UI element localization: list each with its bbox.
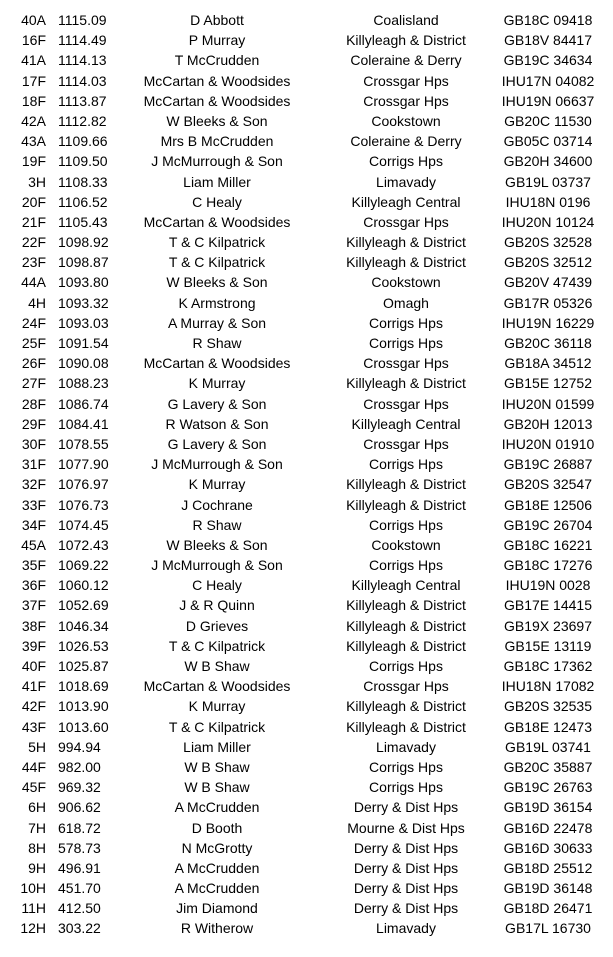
table-row: [0, 50, 613, 70]
position-cell: 9H: [28, 859, 46, 876]
ring-number-cell: GB20S 32528: [504, 234, 592, 251]
ring-number-cell: GB19C 26887: [503, 456, 593, 473]
club-cell: Corrigs Hps: [369, 758, 443, 775]
position-cell: 43A: [21, 133, 46, 150]
club-cell: Limavady: [376, 173, 436, 190]
ring-number-cell: GB18C 17362: [503, 658, 593, 674]
ring-number-cell: GB19X 23697: [504, 617, 592, 634]
club-cell: Killyleagh & District: [346, 496, 466, 513]
position-cell: 35F: [21, 557, 46, 574]
table-row: [0, 918, 613, 938]
position-cell: 3H: [28, 173, 46, 190]
ring-number-cell: GB19D 36154: [503, 799, 593, 816]
position-cell: 38F: [21, 617, 46, 634]
ring-number-cell: GB19L 03741: [505, 738, 591, 755]
position-cell: 26F: [21, 355, 46, 372]
position-cell: 19F: [21, 153, 46, 170]
ring-number-cell: GB18D 26471: [503, 900, 593, 917]
ring-number-cell: IHU17N 04082: [501, 72, 595, 89]
position-cell: 4H: [28, 294, 46, 311]
table-row: [0, 252, 613, 272]
position-cell: 39F: [21, 637, 46, 654]
club-cell: Corrigs Hps: [369, 153, 443, 170]
ring-number-cell: IHU20N 01599: [501, 395, 595, 412]
ring-number-cell: GB19C 26763: [503, 779, 593, 796]
ring-number-cell: GB05C 03714: [503, 133, 593, 150]
club-cell: Killyleagh & District: [346, 234, 466, 251]
ring-number-cell: GB16D 22478: [503, 819, 593, 836]
position-cell: 7H: [28, 819, 46, 836]
velocity-cell: 1091.54: [58, 335, 109, 351]
owner-cell: K Murray: [188, 698, 246, 715]
velocity-cell: 1086.74: [58, 395, 109, 412]
club-cell: Derry & Dist Hps: [353, 799, 459, 816]
owner-cell: T & C Kilpatrick: [168, 234, 266, 251]
club-cell: Coalisland: [373, 12, 439, 28]
position-cell: 23F: [21, 254, 46, 271]
table-row: [0, 797, 613, 817]
owner-cell: W Bleeks & Son: [166, 536, 268, 553]
owner-cell: C Healy: [192, 577, 242, 594]
velocity-cell: 1013.90: [58, 698, 109, 715]
owner-cell: McCartan & Woodsides: [143, 92, 291, 109]
ring-number-cell: GB20S 32535: [504, 698, 592, 715]
table-row: [0, 131, 613, 151]
owner-cell: McCartan & Woodsides: [143, 355, 291, 372]
velocity-cell: 1112.82: [58, 112, 107, 129]
position-cell: 37F: [21, 597, 46, 614]
owner-cell: W B Shaw: [184, 658, 250, 674]
position-cell: 33F: [21, 496, 46, 513]
velocity-cell: 1093.80: [58, 274, 109, 291]
ring-number-cell: GB18D 25512: [503, 859, 593, 876]
club-cell: Cookstown: [371, 274, 441, 291]
ring-number-cell: GB17R 05326: [503, 294, 593, 311]
table-row: [0, 414, 613, 434]
position-cell: 17F: [21, 72, 46, 89]
velocity-cell: 1090.08: [58, 355, 109, 372]
club-cell: Corrigs Hps: [369, 516, 443, 533]
velocity-cell: 1013.60: [58, 718, 109, 735]
ring-number-cell: GB18E 12506: [504, 496, 592, 513]
velocity-cell: 1106.52: [58, 193, 108, 210]
table-row: [0, 192, 613, 212]
table-row: [0, 151, 613, 171]
position-cell: 44A: [21, 274, 46, 291]
ring-number-cell: IHU20N 01910: [501, 435, 595, 452]
table-row: [0, 676, 613, 696]
position-cell: 31F: [21, 456, 46, 473]
owner-cell: Liam Miller: [183, 173, 251, 190]
table-row: [0, 71, 613, 91]
club-cell: Killyleagh & District: [346, 597, 466, 614]
ring-number-cell: GB20C 36118: [504, 335, 592, 351]
owner-cell: W B Shaw: [184, 779, 250, 796]
ring-number-cell: GB20S 32547: [504, 476, 592, 493]
velocity-cell: 1046.34: [58, 617, 109, 634]
owner-cell: T McCrudden: [174, 52, 260, 69]
owner-cell: J & R Quinn: [179, 597, 255, 614]
table-row: [0, 495, 613, 515]
velocity-cell: 578.73: [58, 839, 101, 856]
ring-number-cell: GB20H 12013: [503, 415, 593, 432]
owner-cell: K Murray: [188, 375, 246, 392]
table-row: [0, 30, 613, 50]
ring-number-cell: GB19L 03737: [505, 173, 591, 190]
club-cell: Derry & Dist Hps: [353, 839, 459, 856]
owner-cell: R Witherow: [180, 920, 254, 937]
velocity-cell: 969.32: [58, 779, 101, 796]
velocity-cell: 1018.69: [58, 678, 109, 695]
position-cell: 30F: [21, 435, 46, 452]
club-cell: Crossgar Hps: [363, 72, 449, 89]
ring-number-cell: GB18C 16221: [503, 536, 593, 553]
owner-cell: T & C Kilpatrick: [168, 718, 266, 735]
table-row: [0, 616, 613, 636]
owner-cell: K Armstrong: [178, 294, 256, 311]
velocity-cell: 1098.92: [58, 234, 109, 251]
club-cell: Cookstown: [371, 112, 441, 129]
club-cell: Limavady: [376, 738, 436, 755]
club-cell: Derry & Dist Hps: [353, 880, 459, 897]
table-row: [0, 91, 613, 111]
velocity-cell: 1078.55: [58, 435, 109, 452]
owner-cell: C Healy: [192, 193, 242, 210]
velocity-cell: 1069.22: [58, 557, 109, 574]
position-cell: 11H: [21, 900, 46, 917]
ring-number-cell: IHU18N 0196: [505, 193, 591, 210]
club-cell: Corrigs Hps: [369, 779, 443, 796]
club-cell: Killyleagh & District: [346, 32, 466, 49]
club-cell: Corrigs Hps: [369, 335, 443, 351]
table-row: [0, 696, 613, 716]
owner-cell: A Murray & Son: [167, 314, 267, 331]
velocity-cell: 1074.45: [58, 516, 109, 533]
table-row: [0, 474, 613, 494]
table-row: [0, 898, 613, 918]
position-cell: 40F: [21, 658, 46, 674]
position-cell: 41F: [21, 678, 46, 695]
owner-cell: T & C Kilpatrick: [168, 637, 266, 654]
velocity-cell: 1114.13: [58, 52, 107, 69]
club-cell: Killyleagh & District: [346, 476, 466, 493]
club-cell: Coleraine & Derry: [350, 133, 462, 150]
ring-number-cell: GB18C 17276: [503, 557, 593, 574]
club-cell: Crossgar Hps: [363, 678, 449, 695]
owner-cell: P Murray: [188, 32, 246, 49]
ring-number-cell: GB19D 36148: [503, 880, 593, 897]
owner-cell: J McMurrough & Son: [151, 557, 283, 574]
owner-cell: G Lavery & Son: [167, 435, 267, 452]
position-cell: 34F: [21, 516, 46, 533]
position-cell: 44F: [21, 758, 46, 775]
table-row: [0, 434, 613, 454]
velocity-cell: 1114.49: [58, 32, 107, 49]
position-cell: 6H: [28, 799, 46, 816]
velocity-cell: 1093.03: [58, 314, 109, 331]
owner-cell: McCartan & Woodsides: [143, 72, 291, 89]
owner-cell: J McMurrough & Son: [151, 153, 283, 170]
club-cell: Crossgar Hps: [363, 435, 449, 452]
club-cell: Derry & Dist Hps: [353, 859, 459, 876]
owner-cell: D Abbott: [190, 12, 244, 28]
ring-number-cell: GB20S 32512: [504, 254, 592, 271]
velocity-cell: 1076.73: [58, 496, 109, 513]
table-row: [0, 293, 613, 313]
owner-cell: T & C Kilpatrick: [168, 254, 266, 271]
table-row: [0, 272, 613, 292]
position-cell: 43F: [21, 718, 46, 735]
velocity-cell: 1109.66: [58, 133, 108, 150]
velocity-cell: 906.62: [58, 799, 101, 816]
table-row: [0, 838, 613, 858]
club-cell: Crossgar Hps: [363, 213, 449, 230]
position-cell: 21F: [21, 213, 46, 230]
ring-number-cell: GB19C 34634: [503, 52, 593, 69]
velocity-cell: 1060.12: [58, 577, 109, 594]
owner-cell: Liam Miller: [183, 738, 251, 755]
club-cell: Cookstown: [371, 536, 441, 553]
ring-number-cell: GB18C 09418: [503, 12, 593, 28]
ring-number-cell: GB15E 13119: [504, 637, 592, 654]
velocity-cell: 1109.50: [58, 153, 108, 170]
owner-cell: K Murray: [188, 476, 246, 493]
table-row: [0, 333, 613, 353]
club-cell: Killyleagh & District: [346, 718, 466, 735]
owner-cell: W B Shaw: [184, 758, 250, 775]
ring-number-cell: IHU20N 10124: [501, 213, 595, 230]
table-row: [0, 757, 613, 777]
table-row: [0, 313, 613, 333]
club-cell: Killyleagh Central: [351, 577, 461, 594]
ring-number-cell: IHU18N 17082: [501, 678, 595, 695]
club-cell: Killyleagh & District: [346, 254, 466, 271]
club-cell: Limavady: [376, 920, 436, 937]
owner-cell: N McGrotty: [181, 839, 253, 856]
position-cell: 42F: [21, 698, 46, 715]
owner-cell: McCartan & Woodsides: [143, 678, 291, 695]
ring-number-cell: GB15E 12752: [504, 375, 592, 392]
table-row: [0, 353, 613, 373]
owner-cell: G Lavery & Son: [167, 395, 267, 412]
table-row: [0, 232, 613, 252]
club-cell: Killyleagh & District: [346, 698, 466, 715]
table-row: [0, 717, 613, 737]
owner-cell: A McCrudden: [174, 859, 260, 876]
ring-number-cell: GB20C 35887: [503, 758, 593, 775]
owner-cell: J Cochrane: [181, 496, 253, 513]
ring-number-cell: GB19C 26704: [503, 516, 593, 533]
velocity-cell: 1098.87: [58, 254, 109, 271]
velocity-cell: 1093.32: [58, 294, 109, 311]
ring-number-cell: IHU19N 06637: [501, 92, 595, 109]
velocity-cell: 1105.43: [58, 213, 108, 230]
club-cell: Omagh: [383, 294, 429, 311]
owner-cell: McCartan & Woodsides: [143, 213, 291, 230]
table-row: [0, 172, 613, 192]
velocity-cell: 451.70: [58, 880, 101, 897]
velocity-cell: 1114.03: [58, 72, 107, 89]
table-row: [0, 858, 613, 878]
position-cell: 8H: [28, 839, 46, 856]
ring-number-cell: GB20H 34600: [503, 153, 593, 170]
table-row: [0, 636, 613, 656]
position-cell: 45A: [21, 536, 46, 553]
owner-cell: W Bleeks & Son: [166, 274, 268, 291]
club-cell: Killyleagh Central: [351, 193, 461, 210]
velocity-cell: 1108.33: [58, 173, 108, 190]
velocity-cell: 1076.97: [58, 476, 109, 493]
club-cell: Mourne & Dist Hps: [347, 819, 465, 836]
position-cell: 24F: [21, 314, 46, 331]
owner-cell: R Shaw: [192, 516, 242, 533]
position-cell: 41A: [21, 52, 46, 69]
ring-number-cell: IHU19N 0028: [505, 577, 591, 594]
velocity-cell: 982.00: [58, 758, 101, 775]
club-cell: Crossgar Hps: [363, 355, 449, 372]
velocity-cell: 1084.41: [58, 415, 109, 432]
owner-cell: R Shaw: [192, 335, 242, 351]
table-row: [0, 454, 613, 474]
table-row: [0, 575, 613, 595]
velocity-cell: 1025.87: [58, 658, 109, 674]
table-row: [0, 373, 613, 393]
owner-cell: D Grieves: [185, 617, 249, 634]
position-cell: 20F: [21, 193, 46, 210]
table-row: [0, 111, 613, 131]
club-cell: Corrigs Hps: [369, 456, 443, 473]
table-row: [0, 394, 613, 414]
position-cell: 12H: [20, 920, 46, 937]
position-cell: 16F: [21, 32, 46, 49]
owner-cell: Mrs B McCrudden: [160, 133, 274, 150]
position-cell: 29F: [21, 415, 46, 432]
club-cell: Derry & Dist Hps: [353, 900, 459, 917]
club-cell: Killyleagh & District: [346, 375, 466, 392]
velocity-cell: 303.22: [58, 920, 101, 937]
owner-cell: Jim Diamond: [176, 900, 258, 917]
position-cell: 18F: [21, 92, 46, 109]
position-cell: 27F: [21, 375, 46, 392]
club-cell: Killyleagh & District: [346, 637, 466, 654]
position-cell: 40A: [21, 12, 46, 28]
table-row: [0, 818, 613, 838]
owner-cell: D Booth: [191, 819, 243, 836]
club-cell: Coleraine & Derry: [350, 52, 462, 69]
position-cell: 22F: [21, 234, 46, 251]
ring-number-cell: GB20C 11530: [504, 112, 592, 129]
club-cell: Corrigs Hps: [369, 557, 443, 574]
velocity-cell: 412.50: [58, 900, 101, 917]
ring-number-cell: IHU19N 16229: [501, 314, 595, 331]
velocity-cell: 994.94: [58, 738, 101, 755]
position-cell: 28F: [21, 395, 46, 412]
club-cell: Crossgar Hps: [363, 92, 449, 109]
position-cell: 45F: [21, 779, 46, 796]
velocity-cell: 1088.23: [58, 375, 109, 392]
ring-number-cell: GB16D 30633: [503, 839, 593, 856]
velocity-cell: 496.91: [58, 859, 101, 876]
velocity-cell: 1072.43: [58, 536, 109, 553]
club-cell: Killyleagh Central: [351, 415, 461, 432]
club-cell: Crossgar Hps: [363, 395, 449, 412]
table-row: [0, 777, 613, 797]
table-row: [0, 656, 613, 676]
owner-cell: R Watson & Son: [165, 415, 269, 432]
ring-number-cell: GB17E 14415: [504, 597, 592, 614]
ring-number-cell: GB18V 84417: [504, 32, 592, 49]
ring-number-cell: GB17L 16730: [505, 920, 591, 937]
velocity-cell: 1052.69: [58, 597, 109, 614]
velocity-cell: 1115.09: [58, 12, 107, 28]
position-cell: 10H: [20, 880, 46, 897]
position-cell: 32F: [21, 476, 46, 493]
position-cell: 25F: [21, 335, 46, 351]
ring-number-cell: GB20V 47439: [504, 274, 592, 291]
table-row: [0, 595, 613, 615]
table-row: [0, 737, 613, 757]
table-row: [0, 10, 613, 30]
table-row: [0, 515, 613, 535]
owner-cell: A McCrudden: [174, 799, 260, 816]
velocity-cell: 1077.90: [58, 456, 109, 473]
ring-number-cell: GB18A 34512: [504, 355, 592, 372]
owner-cell: J McMurrough & Son: [151, 456, 283, 473]
position-cell: 42A: [21, 112, 46, 129]
club-cell: Killyleagh & District: [346, 617, 466, 634]
owner-cell: A McCrudden: [174, 880, 260, 897]
club-cell: Corrigs Hps: [369, 314, 443, 331]
table-row: [0, 212, 613, 232]
velocity-cell: 1026.53: [58, 637, 109, 654]
table-row: [0, 555, 613, 575]
position-cell: 5H: [28, 738, 46, 755]
table-row: [0, 535, 613, 555]
velocity-cell: 618.72: [58, 819, 101, 836]
velocity-cell: 1113.87: [58, 92, 107, 109]
position-cell: 36F: [21, 577, 46, 594]
ring-number-cell: GB18E 12473: [504, 718, 592, 735]
table-row: [0, 878, 613, 898]
club-cell: Corrigs Hps: [369, 658, 443, 674]
owner-cell: W Bleeks & Son: [166, 112, 268, 129]
